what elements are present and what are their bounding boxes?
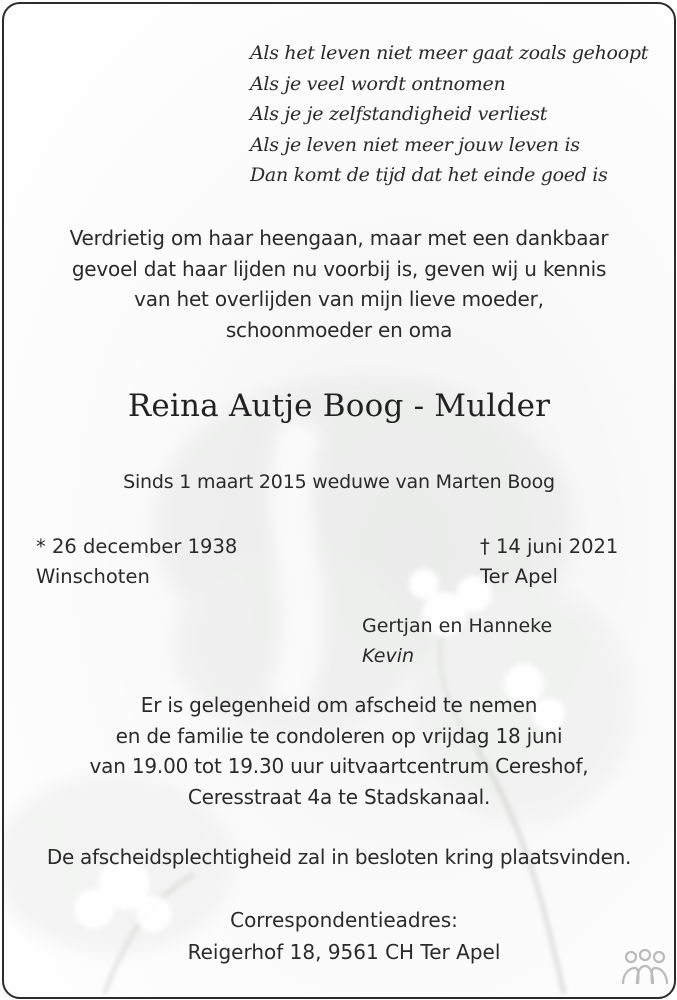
correspondence-label: Correspondentieadres: [230, 908, 458, 932]
birth-info [36, 532, 237, 592]
poem-line: Als het leven niet meer gaat zoals gehoopt [250, 42, 649, 64]
death-date: † 14 juni 2021 [480, 535, 619, 558]
obituary-card [2, 2, 676, 999]
poem-line: Als je veel wordt ontnomen [250, 72, 506, 95]
children-names: Gertjan en Hanneke [362, 615, 553, 637]
ceremony-note: De afscheidsplechtigheid zal in besloten kring plaatsvinden. [46, 845, 632, 869]
correspondence-address [154, 904, 534, 968]
grandchild-name: Kevin [362, 645, 415, 667]
farewell-line: Er is gelegenheid om afscheid te nemen [140, 693, 538, 717]
deceased-name: Reina Autje Boog - Mulder [127, 388, 551, 424]
announcement-text [4, 223, 674, 345]
announcement-line: schoonmoeder en oma [225, 317, 453, 342]
announcement-line: Verdrietig om haar heengaan, maar met een dankbaar [69, 226, 609, 250]
farewell-line: en de familie te condoleren op vrijdag 18 juni [115, 723, 563, 748]
death-place: Ter Apel [480, 565, 558, 588]
birth-date: * 26 december 1938 [36, 535, 238, 558]
poem [250, 38, 648, 191]
announcement-line: gevoel dat haar lijden nu voorbij is, geven wij u kennis [71, 256, 607, 281]
widow-line: Sinds 1 maart 2015 weduwe van Marten Boog [123, 471, 555, 493]
family-names [362, 611, 552, 671]
poem-line: Als je leven niet meer jouw leven is [250, 133, 580, 156]
farewell-line: Ceresstraat 4a te Stadskanaal. [187, 784, 491, 809]
announcement-line: van het overlijden van mijn lieve moeder, [134, 287, 544, 311]
correspondence-street: Reigerhof 18, 9561 CH Ter Apel [187, 940, 501, 964]
people-group-icon [619, 948, 671, 988]
poem-line: Dan komt de tijd dat het einde goed is [250, 164, 608, 186]
poem-line: Als je je zelfstandigheid verliest [250, 103, 548, 125]
death-info [480, 532, 618, 592]
farewell-info [4, 690, 674, 812]
farewell-line: van 19.00 tot 19.30 uur uitvaartcentrum Cereshof, [89, 754, 589, 778]
birth-place: Winschoten [36, 565, 150, 588]
